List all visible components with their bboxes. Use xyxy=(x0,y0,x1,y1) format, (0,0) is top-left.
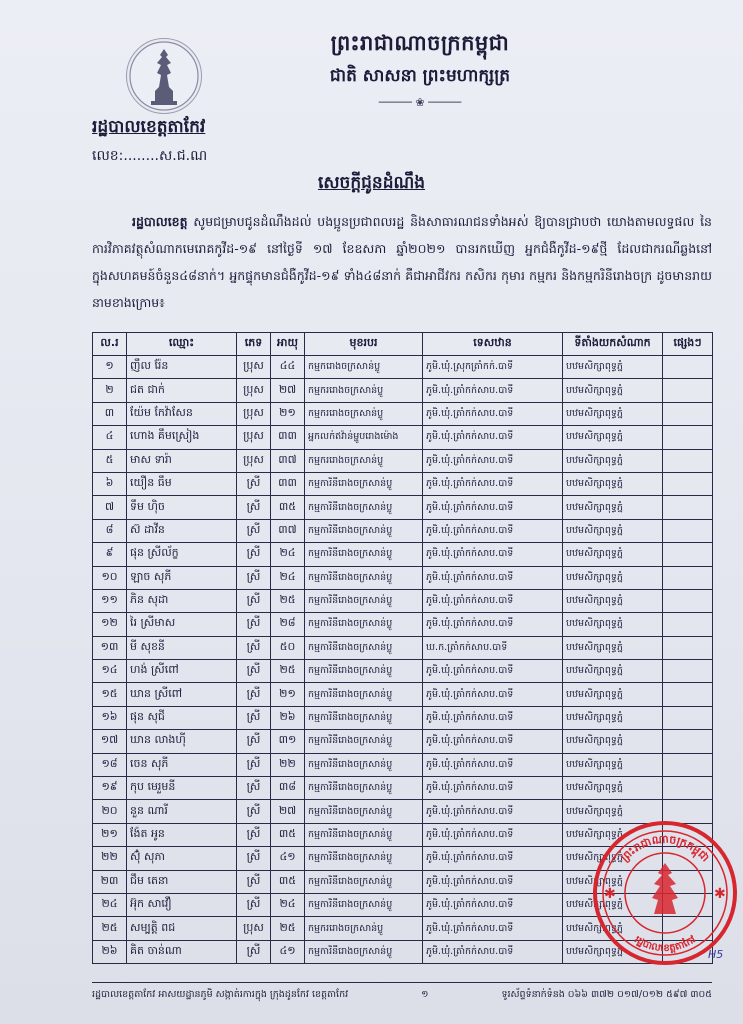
row-number-cell: ៤ xyxy=(93,426,127,449)
sampling-site-cell: បឋមសិក្សាពុទ្ធភ្នំ xyxy=(563,402,663,425)
occupation-cell: កម្មការិនីរោងចក្រសាន់ប្លូ xyxy=(305,940,423,963)
sex-cell: ស្រី xyxy=(237,543,271,566)
row-number-cell: ២០ xyxy=(93,800,127,823)
ministry-emblem-logo xyxy=(126,38,202,114)
name-cell: អ៊ុក សាវឿ xyxy=(127,893,237,916)
age-cell: ២៤ xyxy=(271,543,305,566)
age-cell: ២៥ xyxy=(271,917,305,940)
notes-cell xyxy=(663,706,713,729)
footer xyxy=(92,988,712,1002)
age-cell: ២៥ xyxy=(271,589,305,612)
occupation-cell: កម្មការិនីរោងចក្រសាន់ប្លូ xyxy=(305,660,423,683)
table-row xyxy=(93,496,713,519)
address-cell: ភូមិ.ឃុំ.ត្រាំកក់សាប.បាទី xyxy=(423,589,563,612)
address-cell: ភូមិ.ឃុំ.ត្រាំកក់សាប.បាទី xyxy=(423,426,563,449)
stamp-bottom-text: រដ្ឋបាលខេត្តតាកែវ xyxy=(632,934,698,954)
sampling-site-cell: បឋមសិក្សាពុទ្ធភ្នំ xyxy=(563,636,663,659)
row-number-cell: ២៤ xyxy=(93,893,127,916)
address-cell: ភូមិ.ឃុំ.ស្រុកត្រាំកក់.បាទី xyxy=(423,356,563,379)
address-cell: ភូមិ.ឃុំ.ត្រាំកក់សាប.បាទី xyxy=(423,660,563,683)
sex-cell: ស្រី xyxy=(237,496,271,519)
age-cell: ២១ xyxy=(271,683,305,706)
notes-cell xyxy=(663,356,713,379)
name-cell: ហង់ ស្រីពៅ xyxy=(127,660,237,683)
sex-cell: ស្រី xyxy=(237,706,271,729)
notes-cell xyxy=(663,379,713,402)
address-cell: ភូមិ.ឃុំ.ត្រាំកក់សាប.បាទី xyxy=(423,823,563,846)
name-cell: ទឹម ហុិច xyxy=(127,496,237,519)
sampling-site-cell: បឋមសិក្សាពុទ្ធភ្នំ xyxy=(563,519,663,542)
address-cell: ភូមិ.ឃុំ.ត្រាំកក់សាប.បាទី xyxy=(423,706,563,729)
occupation-cell: កម្មការិនីរោងចក្រសាន់ប្លូ xyxy=(305,496,423,519)
age-cell: ៣៣ xyxy=(271,472,305,495)
issuing-authority: រដ្ឋបាលខេត្តតាកែវ xyxy=(92,117,206,137)
occupation-cell: កម្មការិនីរោងចក្រសាន់ប្លូ xyxy=(305,800,423,823)
footer-divider xyxy=(92,982,712,983)
occupation-cell: កម្មការិនីរោងចក្រសាន់ប្លូ xyxy=(305,823,423,846)
sampling-site-cell: បឋមសិក្សាពុទ្ធភ្នំ xyxy=(563,730,663,753)
age-cell: ៣៧ xyxy=(271,519,305,542)
table-row xyxy=(93,777,713,800)
name-cell: ចេន សុភី xyxy=(127,753,237,776)
announcement-text: សូមជម្រាបជូនដំណឹងដល់ បងប្អូនប្រជាពលរដ្ឋ និងសាធារណជនទាំងអស់ ឱ្យបានជ្រាបថា យោងតាមលទ្ធផល នៃការវិភាគវត្ថុសំណាកមេរោគកូវីដ-១៩ នៅថ្ងៃទី ១៧ ខែឧសភា ឆ្នាំ២០២១ បានរកឃើញ អ្នកជំងឺកូវីដ-១៩ថ្មី ដែលជាករណីឆ្លងនៅក្នុងសហគមន៍ចំនួន៤៨នាក់។ អ្នកផ្ទុកមានជំងឺកូវីដ-១៩ ទាំង៤៨នាក់ គឺជាអាជីវករ កសិករ កុមារ កម្មករ និងកម្មករិនីរោងចក្រ ដូចមានរាយនាមខាងក្រោម៖ xyxy=(92,214,712,310)
address-cell: ភូមិ.ឃុំ.ត្រាំកក់សាប.បាទី xyxy=(423,472,563,495)
age-cell: ៣៨ xyxy=(271,777,305,800)
sex-cell: ស្រី xyxy=(237,683,271,706)
row-number-cell: ១៨ xyxy=(93,753,127,776)
name-cell: សម្បត្តិ ពជ xyxy=(127,917,237,940)
notes-cell xyxy=(663,730,713,753)
row-number-cell: ១៥ xyxy=(93,683,127,706)
national-motto: ជាតិ សាសនា ព្រះមហាក្សត្រ xyxy=(329,66,511,86)
row-number-cell: ១៣ xyxy=(93,636,127,659)
table-row xyxy=(93,683,713,706)
sex-cell: ប្រុស xyxy=(237,379,271,402)
sampling-site-cell: បឋមសិក្សាពុទ្ធភ្នំ xyxy=(563,800,663,823)
row-number-cell: ១៤ xyxy=(93,660,127,683)
sex-cell: ស្រី xyxy=(237,870,271,893)
sex-cell: ប្រុស xyxy=(237,426,271,449)
address-cell: ភូមិ.ឃុំ.ត្រាំកក់សាប.បាទី xyxy=(423,543,563,566)
occupation-cell: កម្មការិនីរោងចក្រសាន់ប្លូ xyxy=(305,613,423,636)
sex-cell: ស្រី xyxy=(237,660,271,683)
notes-cell xyxy=(663,777,713,800)
column-header: ឈ្មោះ xyxy=(127,333,237,356)
name-cell: មាស ទារ៉ា xyxy=(127,449,237,472)
name-cell: ឃាន លាងហ៊ី xyxy=(127,730,237,753)
row-number-cell: ២២ xyxy=(93,847,127,870)
notes-cell xyxy=(663,543,713,566)
occupation-cell: កម្មការិនីរោងចក្រសាន់ប្លូ xyxy=(305,753,423,776)
age-cell: ៣៥ xyxy=(271,496,305,519)
occupation-cell: កម្មកររោងចក្រសាន់ប្លូ xyxy=(305,402,423,425)
age-cell: ២៦ xyxy=(271,706,305,729)
sex-cell: ស្រី xyxy=(237,730,271,753)
row-number-cell: ១២ xyxy=(93,613,127,636)
column-header: ផ្សេងៗ xyxy=(663,333,713,356)
notes-cell xyxy=(663,426,713,449)
address-cell: ភូមិ.ឃុំ.ត្រាំកក់សាប.បាទី xyxy=(423,800,563,823)
row-number-cell: ១៦ xyxy=(93,706,127,729)
occupation-cell: កម្មករោងចក្រសាន់ប្លូ xyxy=(305,356,423,379)
age-cell: ៤១ xyxy=(271,847,305,870)
official-seal-stamp xyxy=(590,818,740,968)
notes-cell xyxy=(663,519,713,542)
occupation-cell: កម្មការិនីរោងចក្រសាន់ប្លូ xyxy=(305,706,423,729)
notes-cell xyxy=(663,589,713,612)
notes-cell xyxy=(663,613,713,636)
notes-cell xyxy=(663,566,713,589)
sampling-site-cell: បឋមសិក្សាពុទ្ធភ្នំ xyxy=(563,847,663,870)
age-cell: ២៥ xyxy=(271,660,305,683)
age-cell: ២៨ xyxy=(271,613,305,636)
page-number: ១ xyxy=(421,989,429,1000)
name-cell: ជឹម តេនា xyxy=(127,870,237,893)
name-cell: មី សុខនី xyxy=(127,636,237,659)
sampling-site-cell: បឋមសិក្សាពុទ្ធភ្នំ xyxy=(563,777,663,800)
name-cell: ជត ជាក់ xyxy=(127,379,237,402)
name-cell: កុប មេរួមនី xyxy=(127,777,237,800)
occupation-cell: កម្មការិនីរោងចក្រសាន់ប្លូ xyxy=(305,870,423,893)
table-row xyxy=(93,543,713,566)
notes-cell xyxy=(663,660,713,683)
address-cell: ភូមិ.ឃុំ.ត្រាំកក់សាប.បាទី xyxy=(423,777,563,800)
occupation-cell: កម្មការិនីរោងចក្រសាន់ប្លូ xyxy=(305,589,423,612)
notes-cell xyxy=(663,472,713,495)
name-cell: យឿន ធឹម xyxy=(127,472,237,495)
table-row xyxy=(93,589,713,612)
table-row xyxy=(93,753,713,776)
occupation-cell: កម្មកររោងចក្រសាន់ប្លូ xyxy=(305,449,423,472)
sex-cell: ស្រី xyxy=(237,613,271,636)
svg-text:✱: ✱ xyxy=(604,886,616,902)
column-header: មុខរបរ xyxy=(305,333,423,356)
address-cell: ភូមិ.ឃុំ.ត្រាំកក់សាប.បាទី xyxy=(423,753,563,776)
reference-number: លេខ:........ស.ជ.ណ xyxy=(92,148,208,164)
row-number-cell: ២៦ xyxy=(93,940,127,963)
occupation-cell: កម្មការិនីរោងចក្រសាន់ប្លូ xyxy=(305,847,423,870)
occupation-cell: កម្មការិនីរោងចក្រសាន់ប្លូ xyxy=(305,636,423,659)
occupation-cell: កម្មការិនីរោងចក្រសាន់ប្លូ xyxy=(305,472,423,495)
address-cell: ភូមិ.ឃុំ.ត្រាំកក់សាប.បាទី xyxy=(423,730,563,753)
table-row xyxy=(93,402,713,425)
row-number-cell: ៧ xyxy=(93,496,127,519)
age-cell: ៣១ xyxy=(271,730,305,753)
sex-cell: ស្រី xyxy=(237,589,271,612)
footer-phone: ទូរស័ព្ទទំនាក់ទំនង ០៦៦ ៣៧២ ០១៧/០១២ ៥៩៧ ៣០៥ xyxy=(501,989,712,1000)
address-cell: ភូមិ.ឃុំ.ត្រាំកក់សាប.បាទី xyxy=(423,379,563,402)
sampling-site-cell: បឋមសិក្សាពុទ្ធភ្នំ xyxy=(563,683,663,706)
table-row xyxy=(93,730,713,753)
notes-cell xyxy=(663,753,713,776)
sampling-site-cell: បឋមសិក្សាពុទ្ធភ្នំ xyxy=(563,823,663,846)
row-number-cell: ១៧ xyxy=(93,730,127,753)
name-cell: ង៉ែត អូន xyxy=(127,823,237,846)
name-cell: ឡាច សុភី xyxy=(127,566,237,589)
age-cell: ៥០ xyxy=(271,636,305,659)
sampling-site-cell: បឋមសិក្សាពុទ្ធភ្នំ xyxy=(563,870,663,893)
sex-cell: ស្រី xyxy=(237,519,271,542)
sex-cell: ស្រី xyxy=(237,823,271,846)
divider-ornament: ───── ❀ ───── xyxy=(378,96,462,109)
table-row xyxy=(93,519,713,542)
occupation-cell: អ្នកលក់ឥវ៉ាន់ម្ហូបរោងម៉ោង xyxy=(305,426,423,449)
announcement-paragraph xyxy=(92,208,712,316)
handwritten-initials: H5 xyxy=(708,948,724,961)
name-cell: ស៊ ដាវីន xyxy=(127,519,237,542)
column-header: ភេទ xyxy=(237,333,271,356)
row-number-cell: ៦ xyxy=(93,472,127,495)
sampling-site-cell: បឋមសិក្សាពុទ្ធភ្នំ xyxy=(563,472,663,495)
name-cell: ហោង គឹមស្រៀង xyxy=(127,426,237,449)
sampling-site-cell: បឋមសិក្សាពុទ្ធភ្នំ xyxy=(563,917,663,940)
address-cell: ឃ.ក.ត្រាំកក់សាប.បាទី xyxy=(423,636,563,659)
address-cell: ភូមិ.ឃុំ.ត្រាំកក់សាប.បាទី xyxy=(423,449,563,472)
occupation-cell: កម្មការិនីរោងចក្រសាន់ប្លូ xyxy=(305,777,423,800)
row-number-cell: ២៥ xyxy=(93,917,127,940)
sampling-site-cell: បឋមសិក្សាពុទ្ធភ្នំ xyxy=(563,379,663,402)
row-number-cell: ៩ xyxy=(93,543,127,566)
table-row xyxy=(93,660,713,683)
column-header: ទីតាំងយកសំណាក xyxy=(563,333,663,356)
stamp-top-text: ព្រះរាជាណាចក្រកម្ពុជា xyxy=(618,832,713,865)
sex-cell: ស្រី xyxy=(237,753,271,776)
sex-cell: ប្រុស xyxy=(237,917,271,940)
table-row xyxy=(93,356,713,379)
sampling-site-cell: បឋមសិក្សាពុទ្ធភ្នំ xyxy=(563,660,663,683)
name-cell: ឃាន ស្រីពៅ xyxy=(127,683,237,706)
sex-cell: ស្រី xyxy=(237,777,271,800)
occupation-cell: កម្មកររោងចក្រសាន់ប្លូ xyxy=(305,917,423,940)
name-cell: រៃ ស្រីមាស xyxy=(127,613,237,636)
sampling-site-cell: បឋមសិក្សាពុទ្ធភ្នំ xyxy=(563,566,663,589)
sampling-site-cell: បឋមសិក្សាពុទ្ធភ្នំ xyxy=(563,706,663,729)
sex-cell: ស្រី xyxy=(237,940,271,963)
sex-cell: ស្រី xyxy=(237,893,271,916)
svg-text:✱: ✱ xyxy=(714,886,726,902)
row-number-cell: ៥ xyxy=(93,449,127,472)
address-cell: ភូមិ.ឃុំ.ត្រាំកក់សាប.បាទី xyxy=(423,613,563,636)
age-cell: ២៧ xyxy=(271,379,305,402)
letterhead xyxy=(250,30,590,109)
name-cell: ញឹល រ៉ែន xyxy=(127,356,237,379)
table-row xyxy=(93,472,713,495)
address-cell: ភូមិ.ឃុំ.ត្រាំកក់សាប.បាទី xyxy=(423,683,563,706)
occupation-cell: កម្មការិនីរោងចក្រសាន់ប្លូ xyxy=(305,730,423,753)
table-row xyxy=(93,449,713,472)
address-cell: ភូមិ.ឃុំ.ត្រាំកក់សាប.បាទី xyxy=(423,402,563,425)
sex-cell: ប្រុស xyxy=(237,402,271,425)
age-cell: ៣៣ xyxy=(271,426,305,449)
address-cell: ភូមិ.ឃុំ.ត្រាំកក់សាប.បាទី xyxy=(423,496,563,519)
row-number-cell: ២១ xyxy=(93,823,127,846)
sex-cell: ស្រី xyxy=(237,636,271,659)
sampling-site-cell: បឋមសិក្សាពុទ្ធភ្នំ xyxy=(563,589,663,612)
sampling-site-cell: បឋមសិក្សាពុទ្ធភ្នំ xyxy=(563,356,663,379)
sampling-site-cell: បឋមសិក្សាពុទ្ធភ្នំ xyxy=(563,496,663,519)
age-cell: ២៤ xyxy=(271,566,305,589)
table-row xyxy=(93,613,713,636)
row-number-cell: ៨ xyxy=(93,519,127,542)
row-number-cell: ១ xyxy=(93,356,127,379)
notes-cell xyxy=(663,496,713,519)
address-cell: ភូមិ.ឃុំ.ត្រាំកក់សាប.បាទី xyxy=(423,940,563,963)
occupation-cell: កម្មការិនីរោងចក្រសាន់ប្លូ xyxy=(305,566,423,589)
table-row xyxy=(93,426,713,449)
address-cell: ភូមិ.ឃុំ.ត្រាំកក់សាប.បាទី xyxy=(423,870,563,893)
address-cell: ភូមិ.ឃុំ.ត្រាំកក់សាប.បាទី xyxy=(423,893,563,916)
notes-cell xyxy=(663,449,713,472)
sampling-site-cell: បឋមសិក្សាពុទ្ធភ្នំ xyxy=(563,940,663,963)
sampling-site-cell: បឋមសិក្សាពុទ្ធភ្នំ xyxy=(563,449,663,472)
row-number-cell: ៣ xyxy=(93,402,127,425)
address-cell: ភូមិ.ឃុំ.ត្រាំកក់សាប.បាទី xyxy=(423,917,563,940)
name-cell: ស៊ុំ សុភា xyxy=(127,847,237,870)
age-cell: ៤១ xyxy=(271,940,305,963)
table-header-row xyxy=(93,333,713,356)
sampling-site-cell: បឋមសិក្សាពុទ្ធភ្នំ xyxy=(563,543,663,566)
age-cell: ២១ xyxy=(271,402,305,425)
row-number-cell: ១១ xyxy=(93,589,127,612)
svg-text:ព្រះរាជាណាចក្រកម្ពុជា xyxy=(618,832,712,864)
notes-cell xyxy=(663,636,713,659)
column-header: ល.រ xyxy=(93,333,127,356)
table-row xyxy=(93,636,713,659)
sex-cell: ស្រី xyxy=(237,800,271,823)
age-cell: ៣៧ xyxy=(271,449,305,472)
occupation-cell: កម្មការិនីរោងចក្រសាន់ប្លូ xyxy=(305,683,423,706)
name-cell: ភិន សុដា xyxy=(127,589,237,612)
document-title: សេចក្តីជូនដំណឹង xyxy=(317,173,426,193)
sex-cell: ប្រុស xyxy=(237,356,271,379)
age-cell: ២២ xyxy=(271,753,305,776)
row-number-cell: ១០ xyxy=(93,566,127,589)
table-row xyxy=(93,379,713,402)
announcement-lead: រដ្ឋបាលខេត្ត xyxy=(132,214,188,229)
kingdom-heading: ព្រះរាជាណាចក្រកម្ពុជា xyxy=(330,31,510,55)
row-number-cell: ២ xyxy=(93,379,127,402)
sampling-site-cell: បឋមសិក្សាពុទ្ធភ្នំ xyxy=(563,613,663,636)
address-cell: ភូមិ.ឃុំ.ត្រាំកក់សាប.បាទី xyxy=(423,847,563,870)
address-cell: ភូមិ.ឃុំ.ត្រាំកក់សាប.បាទី xyxy=(423,566,563,589)
sex-cell: ស្រី xyxy=(237,566,271,589)
footer-address: រដ្ឋបាលខេត្តតាកែវ អាសយដ្ឋានភូមិ សង្កាត់រការក្នុង ក្រុងដូនកែវ ខេត្តតាកែវ xyxy=(92,989,349,1000)
column-header: ទេសឋាន xyxy=(423,333,563,356)
table-row xyxy=(93,706,713,729)
notes-cell xyxy=(663,683,713,706)
name-cell: យ៉ែម កែវ៉ាសែន xyxy=(127,402,237,425)
notes-cell xyxy=(663,402,713,425)
age-cell: ៣៥ xyxy=(271,870,305,893)
sampling-site-cell: បឋមសិក្សាពុទ្ធភ្នំ xyxy=(563,893,663,916)
name-cell: នួន ណារី xyxy=(127,800,237,823)
occupation-cell: កម្មការិនីរោងចក្រសាន់ប្លូ xyxy=(305,519,423,542)
sex-cell: ស្រី xyxy=(237,847,271,870)
sampling-site-cell: បឋមសិក្សាពុទ្ធភ្នំ xyxy=(563,753,663,776)
occupation-cell: កម្មការិនីរោងចក្រសាន់ប្លូ xyxy=(305,543,423,566)
sex-cell: ប្រុស xyxy=(237,449,271,472)
age-cell: ៣៥ xyxy=(271,823,305,846)
column-header: អាយុ xyxy=(271,333,305,356)
row-number-cell: ២៣ xyxy=(93,870,127,893)
age-cell: ៤៤ xyxy=(271,356,305,379)
age-cell: ២៧ xyxy=(271,800,305,823)
age-cell: ២៤ xyxy=(271,893,305,916)
row-number-cell: ១៩ xyxy=(93,777,127,800)
address-cell: ភូមិ.ឃុំ.ត្រាំកក់សាប.បាទី xyxy=(423,519,563,542)
sex-cell: ស្រី xyxy=(237,472,271,495)
occupation-cell: កម្មការិនីរោងចក្រសាន់ប្លូ xyxy=(305,893,423,916)
sampling-site-cell: បឋមសិក្សាពុទ្ធភ្នំ xyxy=(563,426,663,449)
table-row xyxy=(93,566,713,589)
name-cell: ផុន ស្រីល័ក្ខ xyxy=(127,543,237,566)
name-cell: គិត ចាន់ណា xyxy=(127,940,237,963)
name-cell: ផុន សុជី xyxy=(127,706,237,729)
occupation-cell: កម្មកររោងចក្រសាន់ប្លូ xyxy=(305,379,423,402)
